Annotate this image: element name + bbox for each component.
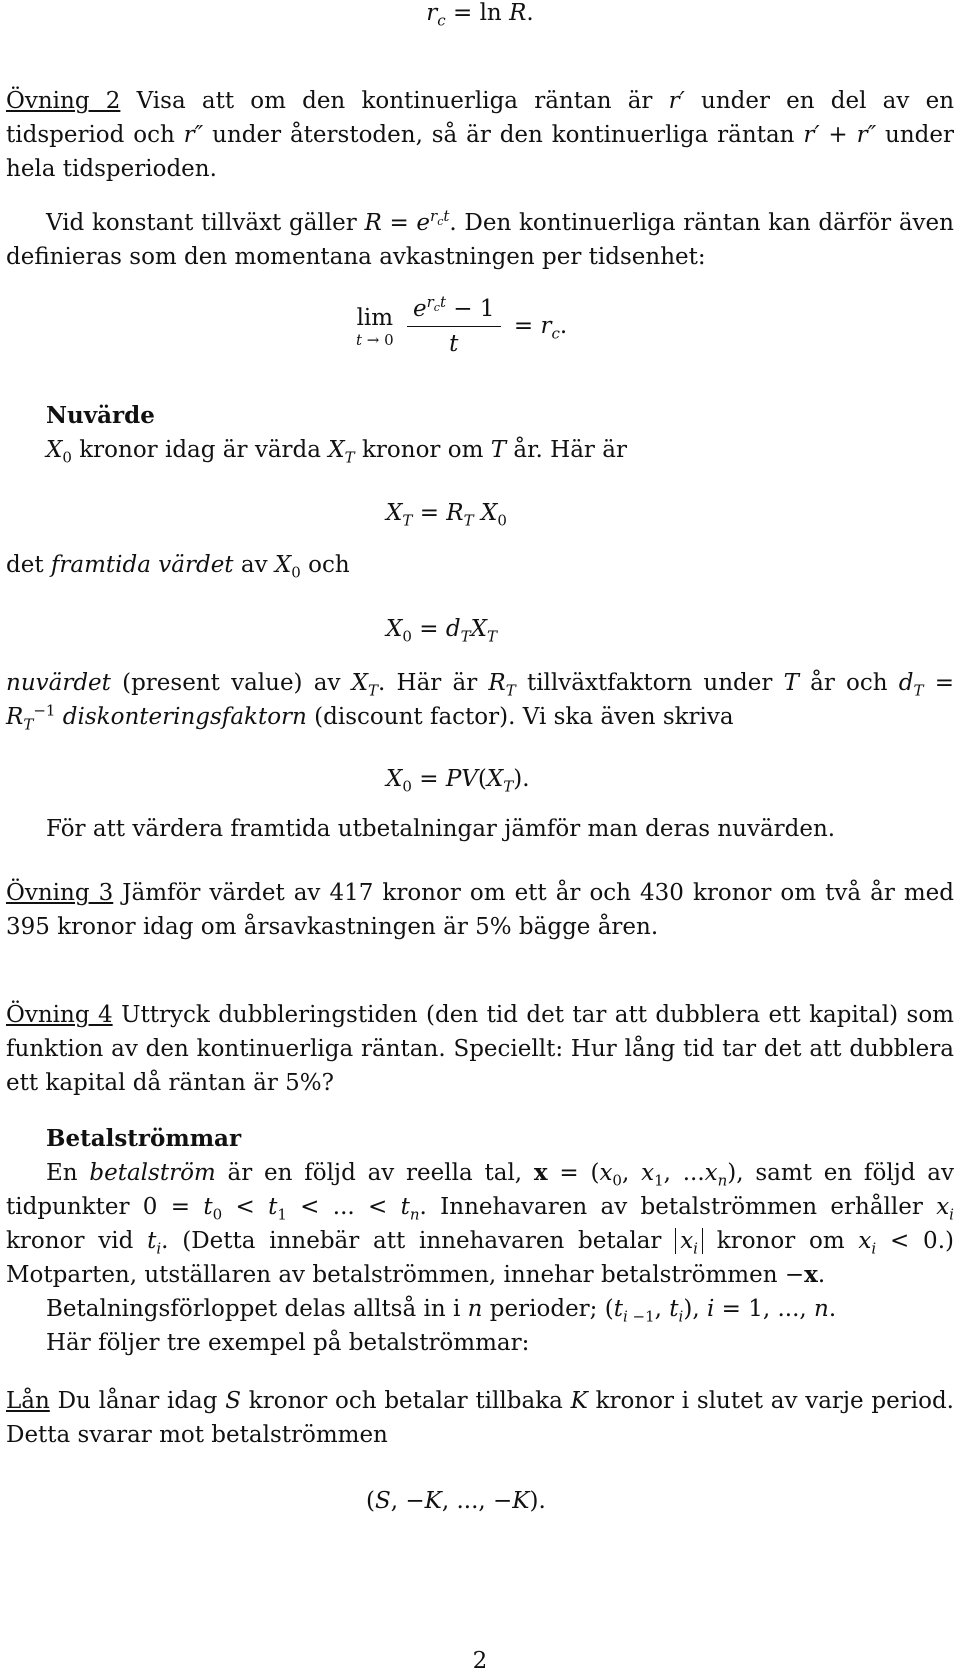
exercise-4-label: Övning 4	[6, 1002, 113, 1028]
limit-fraction: $\frac{e^{r_ct} - 1}{t}$	[407, 294, 501, 359]
heading-nuvarde: Nuvärde	[46, 402, 155, 429]
loan-label: Lån	[6, 1388, 50, 1414]
nuvarde-future-value: det framtida värdet av $X_0$ och	[6, 552, 350, 582]
heading-betalstrommar: Betalströmmar	[46, 1125, 242, 1152]
nuvarde-present-value: nuvärdet (present value) av $X_T$. Här är $R_T$ tillväxtfaktorn under T år och $d_T = R_T^{-1}$ diskonteringsfaktorn (discount factor). Vi ska även skriva	[6, 670, 954, 734]
equation-xt: $X_T = R_T$ $X_0$	[386, 500, 507, 530]
loan-example: Lån Du lånar idag S kronor och betalar tillbaka K kronor i slutet av varje period. Detta svarar mot betalströmmen	[6, 1388, 954, 1448]
equation-loan-stream: (S, −K, ..., −K).	[366, 1488, 546, 1514]
exercise-2-label: Övning 2	[6, 88, 121, 114]
betal-definition: En betalström är en följd av reella tal, $x = (x_0$, $x_1$, $...x_n$), samt en följd av tidpunkter $0 = t_0 < t_1$ < ... < $t_n$. Innehavaren av betalströmmen erhåller $x_i$ kronor vid $t_i$. (Detta innebär att innehavaren betalar $x_i$ kronor om $x_i < 0$.) Motparten, utställaren av betalströmmen, innehar betalströmmen −x.	[6, 1159, 954, 1288]
equation-x0: $X_0 = d_TX_T$	[386, 616, 497, 646]
page-number: 2	[472, 1648, 488, 1674]
nuvarde-summary: För att värdera framtida utbetalningar jämför man deras nuvärden.	[46, 816, 836, 842]
equation-rc: $r_c = \ln R$.	[426, 0, 534, 30]
nuvarde-intro: $X_0$ kronor idag är värda $X_T$ kronor om T år. Här är	[46, 437, 627, 467]
equation-pv: $X_0 = PV(X_T)$.	[386, 766, 530, 796]
exercise-3: Övning 3 Jämför värdet av 417 kronor om ett år och 430 kronor om två år med 395 kronor idag om årsavkastningen är 5% bägge åren.	[6, 880, 955, 940]
growth-paragraph: Vid konstant tillväxt gäller $R = e^{r_ct}$. Den kontinuerliga räntan kan därför även definieras som den momentana avkastningen per tidsenhet:	[6, 207, 954, 270]
lim-operator: lim t → 0	[356, 304, 394, 349]
exercise-2: Övning 2 Visa att om den kontinuerliga räntan är r′ under en del av en tidsperiod och r″ under återstoden, så är den kontinuerliga räntan r′ + r″ under hela tidsperioden.	[6, 88, 955, 182]
betal-periods: Betalningsförloppet delas alltså in i n perioder; ($t_{i -1}$, $t_i$), i = 1, ..., n.	[46, 1296, 837, 1326]
limit-equation: lim t → 0 $\frac{e^{r_ct} - 1}{t}$ = $r_c$.	[356, 293, 568, 357]
betal-examples-intro: Här följer tre exempel på betalströmmar:	[46, 1330, 530, 1356]
exercise-3-label: Övning 3	[6, 880, 114, 906]
exercise-4: Övning 4 Uttryck dubbleringstiden (den tid det tar att dubblera ett kapital) som funktion av den kontinuerliga räntan. Speciellt: Hur lång tid tar det att dubblera ett kapital då räntan är 5%?	[6, 1002, 954, 1096]
